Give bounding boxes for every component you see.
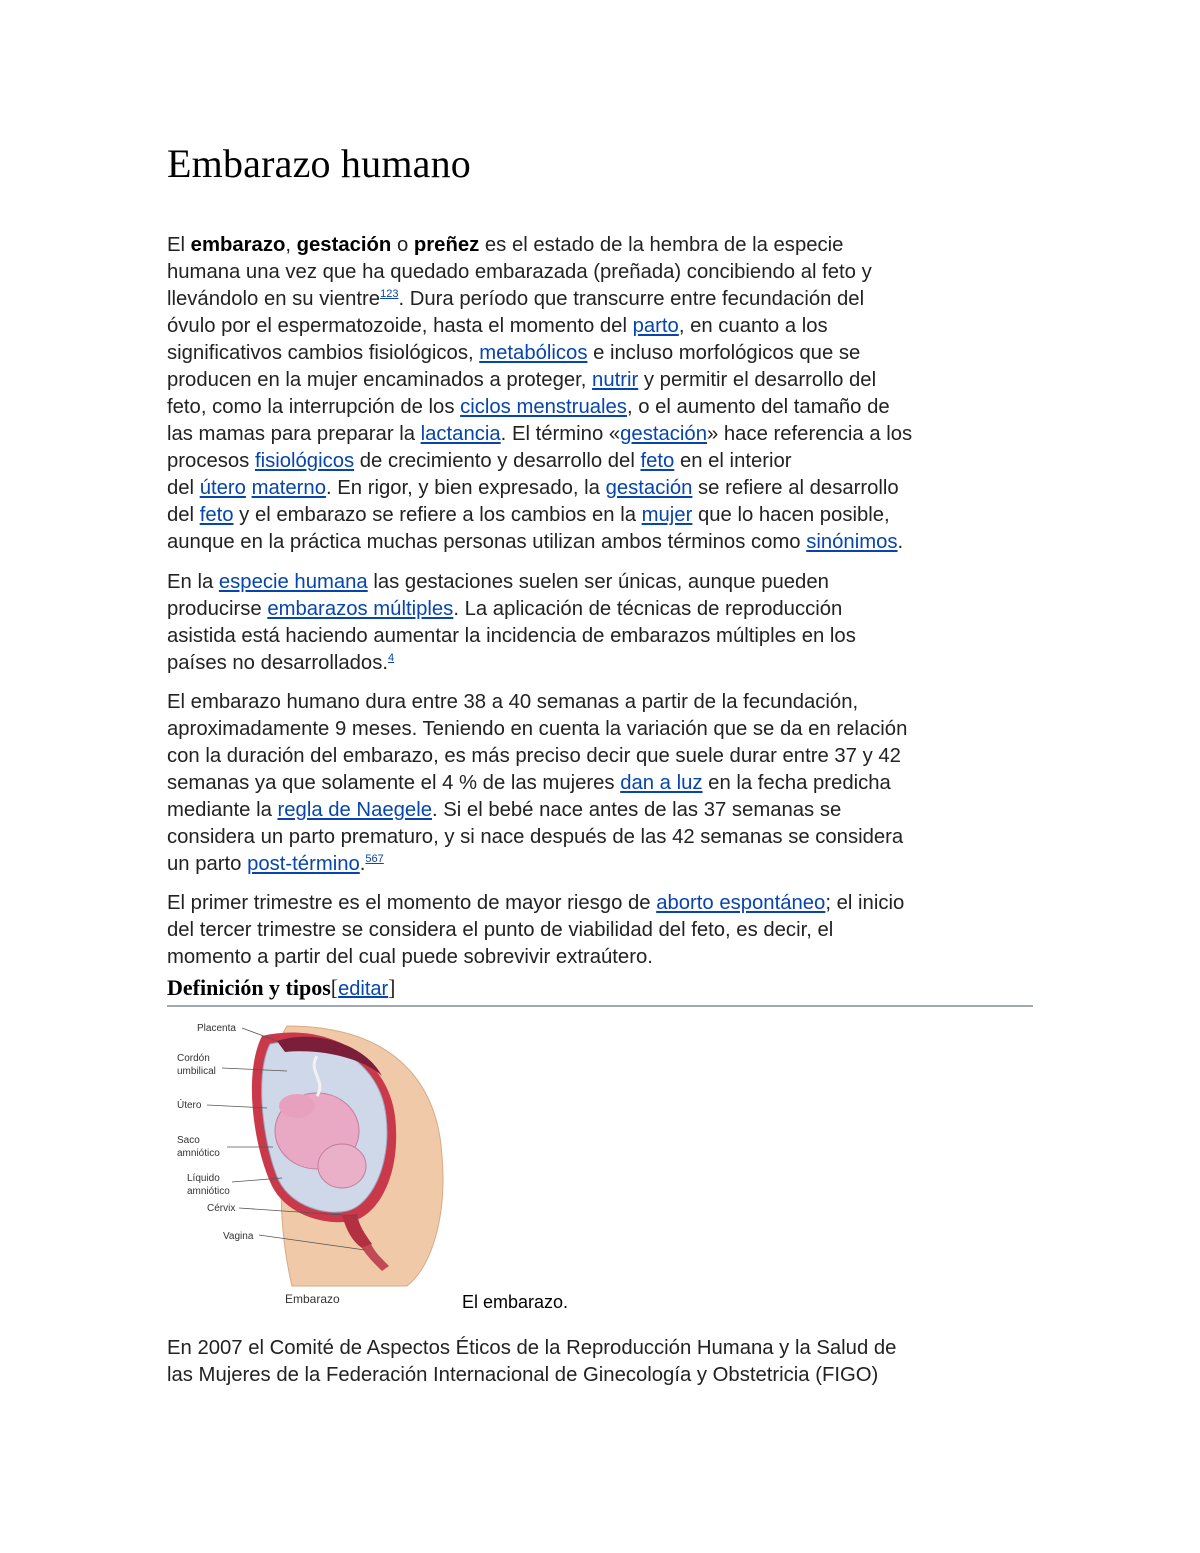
link-fisiologicos[interactable]: fisiológicos (254, 450, 355, 472)
link-metabolicos[interactable]: metabólicos (479, 342, 588, 364)
label-umbilical: umbilical (177, 1066, 216, 1077)
text-line: considera un parto prematuro, y si nace después de las 42 semanas se considera (167, 826, 904, 848)
page-title: Embarazo humano (167, 141, 471, 186)
link-feto[interactable]: feto (199, 504, 234, 526)
text-line: En la especie humana las gestaciones suelen ser únicas, aunque pueden (167, 571, 829, 593)
link-embarazos-multiples[interactable]: embarazos múltiples (267, 598, 454, 620)
multiple-pregnancy-paragraph (167, 569, 1035, 677)
label-vagina: Vagina (223, 1231, 254, 1242)
text-line: feto, como la interrupción de los ciclos menstruales, o el aumento del tamaño de (167, 396, 890, 418)
text-line: del tercer trimestre se considera el punto de viabilidad del feto, es decir, el (167, 919, 834, 941)
fetus-limb (279, 1094, 315, 1118)
duration-paragraph (167, 689, 1035, 878)
citation-link[interactable]: 4 (387, 652, 395, 665)
link-materno[interactable]: materno (251, 477, 326, 499)
label-liquido: Líquido (187, 1173, 220, 1184)
text-line: óvulo por el espermatozoide, hasta el momento del parto, en cuanto a los (167, 315, 828, 337)
link-dan-a-luz[interactable]: dan a luz (620, 772, 703, 794)
bold-term-embarazo: embarazo (190, 234, 286, 256)
link-regla-de-naegele[interactable]: regla de Naegele (277, 799, 432, 821)
bold-term-prenez: preñez (413, 234, 480, 256)
intro-paragraph (167, 232, 1035, 556)
text-line: países no desarrollados.$^4$ (167, 652, 395, 674)
link-parto[interactable]: parto (632, 315, 679, 337)
text-line: del útero materno. En rigor, y bien expresado, la gestación se refiere al desarrollo (167, 477, 899, 499)
label-cervix: Cérvix (207, 1203, 236, 1214)
link-post-termino[interactable]: post-término (247, 853, 360, 875)
link-gestacion[interactable]: gestación (620, 423, 707, 445)
link-nutrir[interactable]: nutrir (592, 369, 639, 391)
link-lactancia[interactable]: lactancia (420, 423, 501, 445)
text-line: las Mujeres de la Federación Internacional de Ginecología y Obstetricia (FIGO) (167, 1364, 879, 1386)
label-amniotico: amniótico (187, 1186, 230, 1197)
label-placenta: Placenta (197, 1023, 236, 1034)
text-line: semanas ya que solamente el 4 % de las mujeres dan a luz en la fecha predicha (167, 772, 891, 794)
label-cordon: Cordón (177, 1053, 210, 1064)
bold-term-gestacion: gestación (296, 234, 392, 256)
link-feto[interactable]: feto (640, 450, 675, 472)
text-line: El embarazo humano dura entre 38 a 40 semanas a partir de la fecundación, (167, 691, 859, 713)
pregnancy-diagram (167, 1016, 467, 1316)
text-line: El embarazo, gestación o preñez es el estado de la hembra de la especie (167, 234, 844, 256)
citation-link[interactable]: 567 (365, 853, 384, 866)
figure-caption: El embarazo. (462, 1292, 569, 1312)
text-line: llevándolo en su vientre$^{123}$. Dura período que transcurre entre fecundación del (167, 288, 865, 310)
text-line: del feto y el embarazo se refiere a los cambios en la mujer que lo hacen posible, (167, 504, 890, 526)
text-line: las mamas para preparar la lactancia. El término «gestación» hace referencia a los (167, 423, 913, 445)
link-especie-humana[interactable]: especie humana (218, 571, 368, 593)
text-line: asistida está haciendo aumentar la incidencia de embarazos múltiples en los (167, 625, 856, 647)
figo-paragraph (167, 1335, 1035, 1389)
link-ciclos-menstruales[interactable]: ciclos menstruales (460, 396, 627, 418)
text-line: con la duración del embarazo, es más preciso decir que suele durar entre 37 y 42 (167, 745, 901, 767)
text-line: En 2007 el Comité de Aspectos Éticos de la Reproducción Humana y la Salud de (167, 1337, 897, 1359)
citation-link[interactable]: 123 (380, 288, 399, 301)
edit-section-link[interactable]: editar (338, 978, 389, 1000)
text-line: aproximadamente 9 meses. Teniendo en cuenta la variación que se da en relación (167, 718, 908, 740)
text-line: significativos cambios fisiológicos, metabólicos e incluso morfológicos que se (167, 342, 861, 364)
link-sinonimos[interactable]: sinónimos (806, 531, 898, 553)
text-line: momento a partir del cual puede sobrevivir extraútero. (167, 946, 653, 968)
text-line: humana una vez que ha quedado embarazada (preñada) concibiendo al feto y (167, 261, 872, 283)
text-line: un parto post-término.$^{567}$ (167, 853, 384, 875)
text-line: El primer trimestre es el momento de mayor riesgo de aborto espontáneo; el inicio (167, 892, 905, 914)
label-utero: Útero (177, 1100, 202, 1111)
section-heading: Definición y tipos[editar] (167, 975, 1033, 1007)
link-gestacion[interactable]: gestación (605, 477, 693, 499)
label-embarazo: Embarazo (285, 1292, 340, 1306)
text-line: aunque en la práctica muchas personas utilizan ambos términos como sinónimos. (167, 531, 904, 553)
link-mujer[interactable]: mujer (641, 504, 693, 526)
pregnancy-illustration (167, 1016, 467, 1316)
link-utero[interactable]: útero (199, 477, 246, 499)
label-saco: Saco (177, 1135, 200, 1146)
text-line: mediante la regla de Naegele. Si el bebé nace antes de las 37 semanas se (167, 799, 842, 821)
text-line: producen en la mujer encaminados a proteger, nutrir y permitir el desarrollo del (167, 369, 877, 391)
trimester-paragraph (167, 890, 1035, 971)
fetus-head (318, 1144, 366, 1188)
text-line: procesos fisiológicos de crecimiento y desarrollo del feto en el interior (167, 450, 792, 472)
link-aborto-espontaneo[interactable]: aborto espontáneo (656, 892, 826, 914)
text-line: producirse embarazos múltiples. La aplicación de técnicas de reproducción (167, 598, 843, 620)
label-amniotico: amniótico (177, 1148, 220, 1159)
